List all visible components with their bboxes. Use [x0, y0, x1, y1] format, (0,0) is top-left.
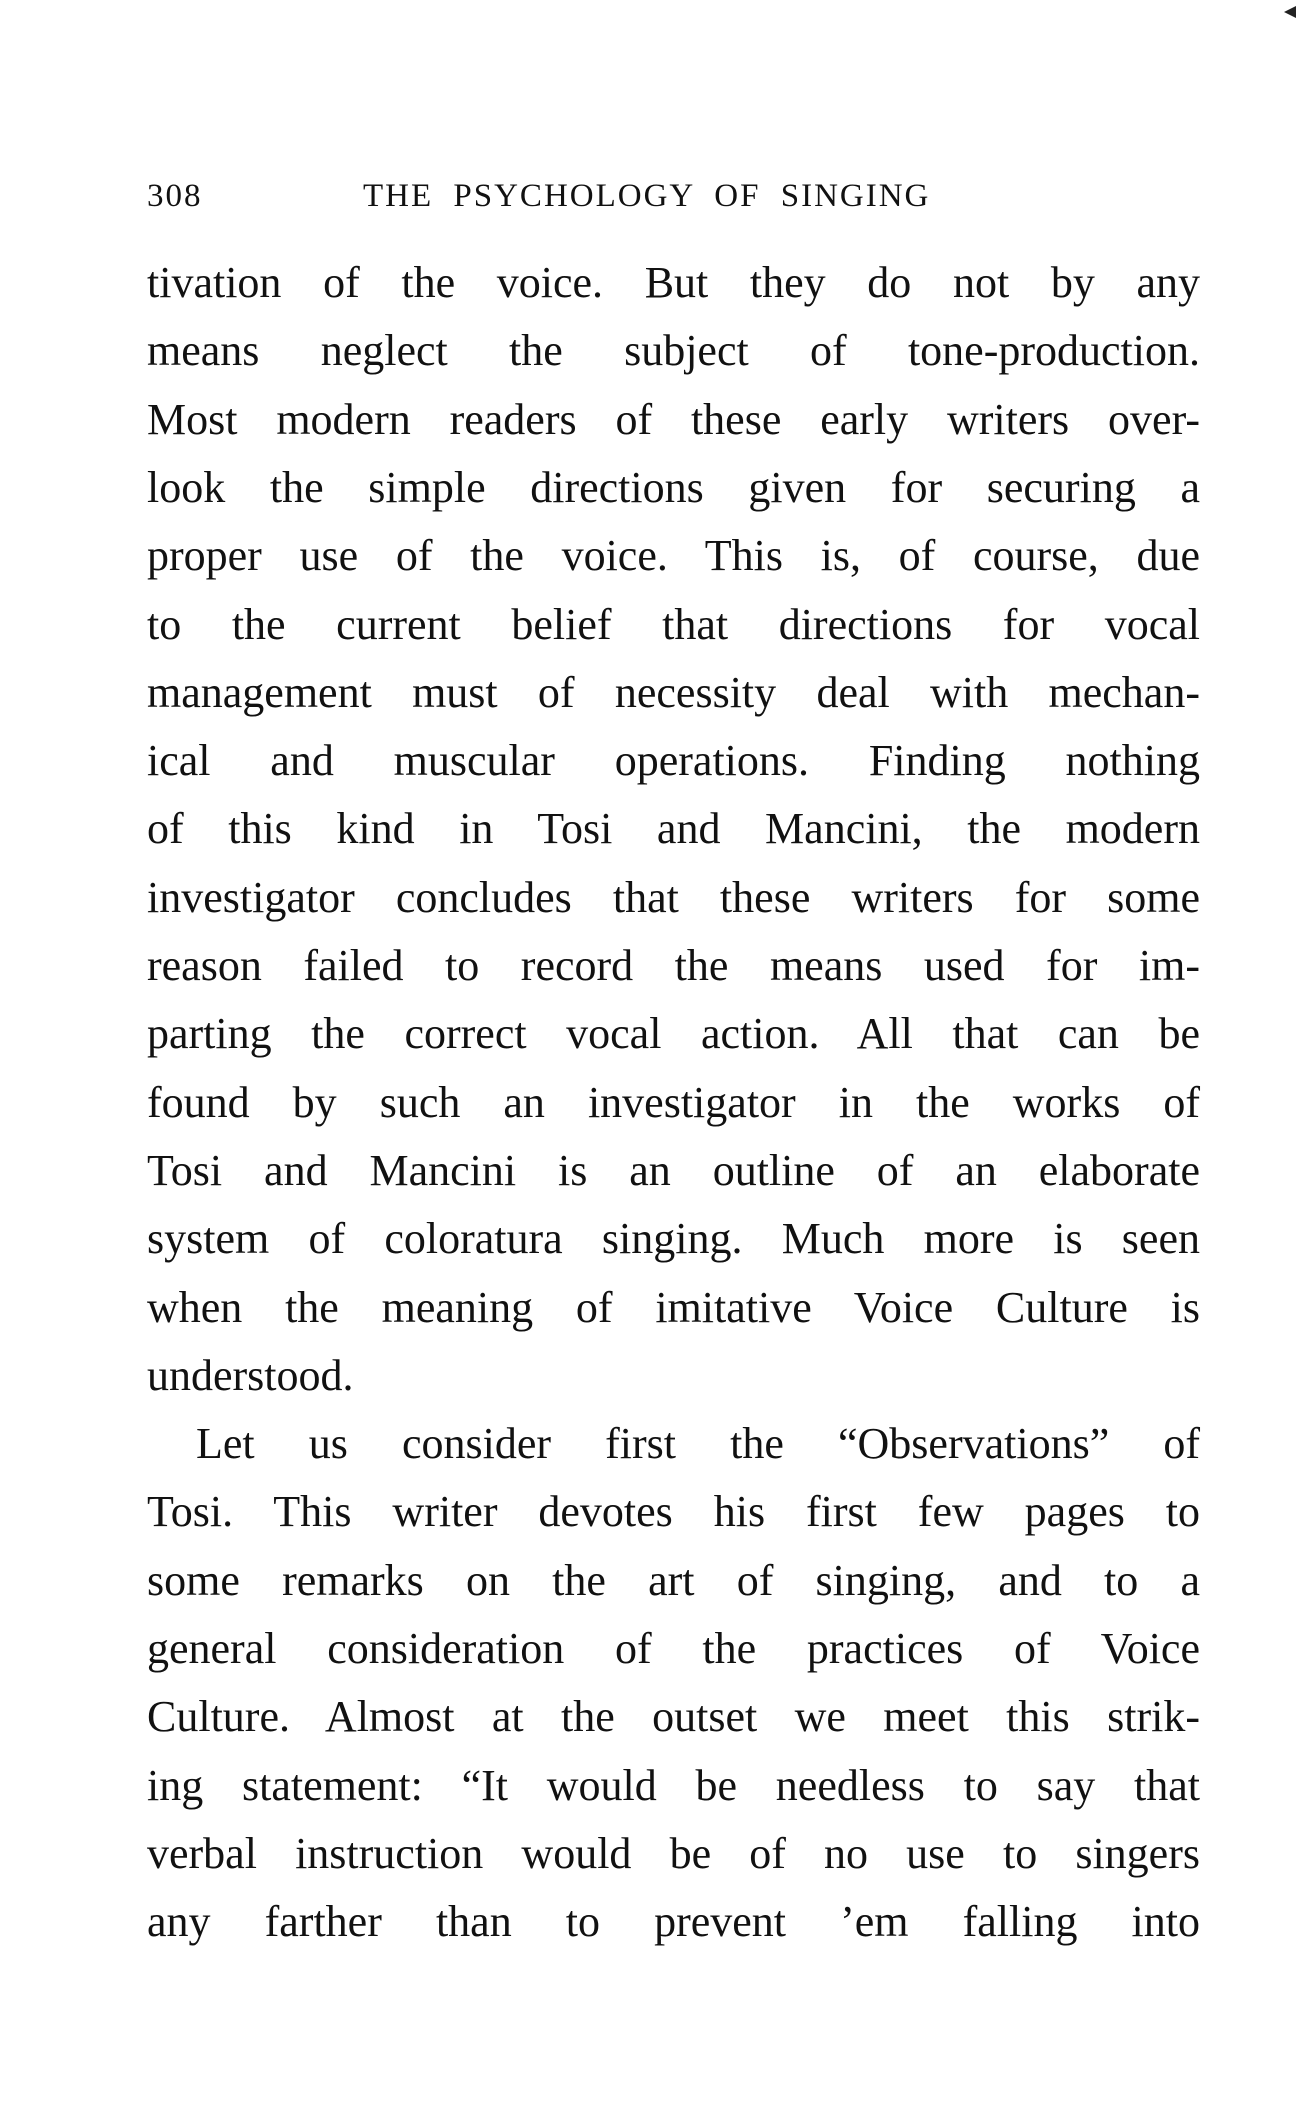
text-line: understood. [147, 1350, 354, 1400]
text-line: tivation of the voice. But they do not by any [147, 258, 1200, 307]
text-line: Let us consider first the “Observations” of [196, 1419, 1200, 1469]
text-line: Most modern readers of these early writers over- [147, 394, 1200, 444]
text-line: Tosi. This writer devotes his first few pages to [147, 1487, 1200, 1537]
text-line: Tosi and Mancini is an outline of an elaborate [147, 1145, 1200, 1195]
text-line: reason failed to record the means used for im- [147, 941, 1200, 990]
text-line: investigator concludes that these writers for some [147, 872, 1200, 922]
text-line: found by such an investigator in the works of [147, 1077, 1200, 1127]
page-number: 308 [147, 178, 203, 214]
text-line: proper use of the voice. This is, of course, due [147, 531, 1200, 581]
text-line: system of coloratura singing. Much more is seen [147, 1214, 1200, 1264]
text-line: of this kind in Tosi and Mancini, the modern [147, 804, 1200, 854]
text-line: means neglect the subject of tone-production. [147, 326, 1200, 376]
text-line: parting the correct vocal action. All that can be [147, 1009, 1200, 1059]
text-line: to the current belief that directions for vocal [147, 599, 1200, 649]
text-line: look the simple directions given for securing a [147, 462, 1200, 512]
text-line: when the meaning of imitative Voice Culture is [147, 1282, 1200, 1332]
page-corner-mark-icon [1284, 6, 1296, 18]
text-line: any farther than to prevent ’em falling into [147, 1897, 1200, 1947]
text-line: verbal instruction would be of no use to singers [147, 1828, 1200, 1878]
text-line: ing statement: “It would be needless to say that [147, 1760, 1200, 1810]
text-line: general consideration of the practices of Voice [147, 1624, 1200, 1673]
running-title: THE PSYCHOLOGY OF SINGING [363, 178, 931, 214]
text-line: management must of necessity deal with mechan- [147, 667, 1200, 717]
text-line: ical and muscular operations. Finding nothing [147, 736, 1200, 786]
text-line: Culture. Almost at the outset we meet this strik- [147, 1692, 1200, 1742]
text-line: some remarks on the art of singing, and to a [147, 1555, 1200, 1605]
